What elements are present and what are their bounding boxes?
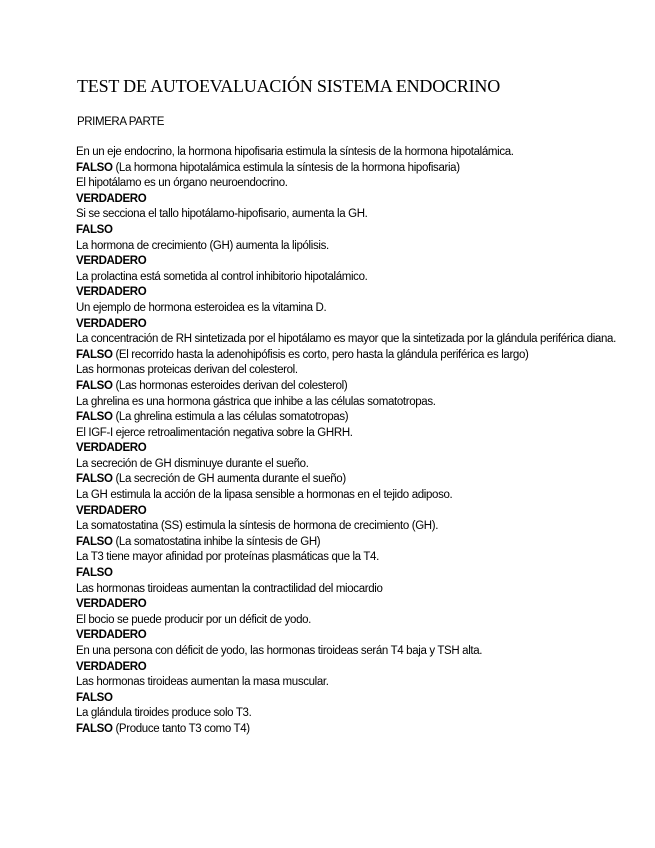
question-text: La somatostatina (SS) estimula la síntesis de hormona de crecimiento (GH).: [76, 520, 439, 533]
question-text: La hormona de crecimiento (GH) aumenta la lipólisis.: [76, 239, 329, 252]
answer-label: FALSO: [76, 223, 113, 236]
answer-label: VERDADERO: [76, 598, 147, 611]
question-text: La prolactina está sometida al control inhibitorio hipotalámico.: [76, 270, 368, 283]
question-text: La concentración de RH sintetizada por el hipotálamo es mayor que la sintetizada por la glándula periférica diana.: [76, 333, 616, 346]
answer-explanation: (Las hormonas esteroides derivan del colesterol): [112, 379, 348, 392]
answer-explanation: (La somatostatina inhibe la síntesis de GH): [112, 535, 321, 548]
answer-line: [76, 192, 638, 208]
answer-label: VERDADERO: [76, 192, 147, 205]
answer-label: FALSO: [76, 473, 113, 486]
answer-label: FALSO: [76, 411, 113, 424]
answer-line: [76, 223, 638, 239]
answer-line: [76, 348, 638, 364]
section-heading: PRIMERA PARTE: [77, 116, 165, 128]
question-text: El hipotálamo es un órgano neuroendocrino.: [76, 177, 288, 190]
answer-explanation: (Produce tanto T3 como T4): [112, 722, 250, 735]
question-text: En una persona con déficit de yodo, las hormonas tiroideas serán T4 baja y TSH alta.: [76, 645, 483, 657]
answer-label: FALSO: [76, 722, 113, 735]
answer-label: VERDADERO: [76, 629, 147, 642]
document-title: TEST DE AUTOEVALUACIÓN SISTEMA ENDOCRINO: [77, 76, 501, 96]
answer-line: [76, 161, 638, 177]
answer-line: [76, 254, 638, 270]
question-text: La glándula tiroides produce solo T3.: [76, 707, 252, 720]
answer-line: [76, 535, 638, 551]
answer-line: [76, 285, 638, 301]
answer-explanation: (La ghrelina estimula a las células somatotropas): [112, 411, 349, 424]
answer-explanation: (La hormona hipotalámica estimula la síntesis de la hormona hipofisaria): [112, 161, 460, 174]
question-text: La T3 tiene mayor afinidad por proteínas plasmáticas que la T4.: [76, 551, 379, 564]
answer-label: FALSO: [76, 567, 113, 580]
answer-label: FALSO: [76, 691, 113, 704]
answer-line: [76, 597, 638, 613]
answer-line: [76, 379, 638, 395]
answer-label: VERDADERO: [76, 317, 147, 330]
question-text: Las hormonas tiroideas aumentan la masa muscular.: [76, 676, 329, 689]
answer-label: VERDADERO: [76, 255, 147, 268]
answer-line: [76, 441, 638, 457]
answer-line: [76, 691, 638, 707]
answer-explanation: (La secreción de GH aumenta durante el sueño): [112, 473, 346, 486]
question-text: La GH estimula la acción de la lipasa sensible a hormonas en el tejido adiposo.: [76, 489, 453, 502]
answer-label: VERDADERO: [76, 504, 147, 517]
answer-label: VERDADERO: [76, 660, 147, 673]
answer-label: FALSO: [76, 379, 113, 392]
answer-label: FALSO: [76, 161, 113, 174]
question-text: Las hormonas tiroideas aumentan la contractilidad del miocardio: [76, 582, 383, 595]
answer-line: [76, 472, 638, 488]
question-text: Un ejemplo de hormona esteroidea es la vitamina D.: [76, 301, 327, 314]
question-text: La ghrelina es una hormona gástrica que inhibe a las células somatotropas.: [76, 395, 436, 408]
answer-label: FALSO: [76, 348, 113, 361]
answer-explanation: (El recorrido hasta la adenohipófisis es corto, pero hasta la glándula periférica es largo): [112, 348, 529, 361]
answer-label: VERDADERO: [76, 286, 147, 299]
answer-line: [76, 317, 638, 333]
answer-line: [76, 410, 638, 426]
answer-line: [76, 660, 638, 676]
question-text: El IGF-I ejerce retroalimentación negativa sobre la GHRH.: [76, 426, 353, 439]
question-text: El bocio se puede producir por un déficit de yodo.: [76, 613, 312, 626]
answer-line: [76, 566, 638, 582]
question-list: [76, 145, 638, 738]
question-text: Las hormonas proteicas derivan del colesterol.: [76, 364, 298, 377]
answer-label: FALSO: [76, 535, 113, 548]
answer-line: [76, 628, 638, 644]
question-text: Si se secciona el tallo hipotálamo-hipofisario, aumenta la GH.: [76, 208, 368, 221]
question-text: La secreción de GH disminuye durante el sueño.: [76, 457, 309, 470]
question-text: En un eje endocrino, la hormona hipofisaria estimula la síntesis de la hormona hipotalámica.: [76, 146, 514, 158]
answer-line: [76, 504, 638, 520]
answer-line: [76, 722, 638, 738]
answer-label: VERDADERO: [76, 442, 147, 455]
